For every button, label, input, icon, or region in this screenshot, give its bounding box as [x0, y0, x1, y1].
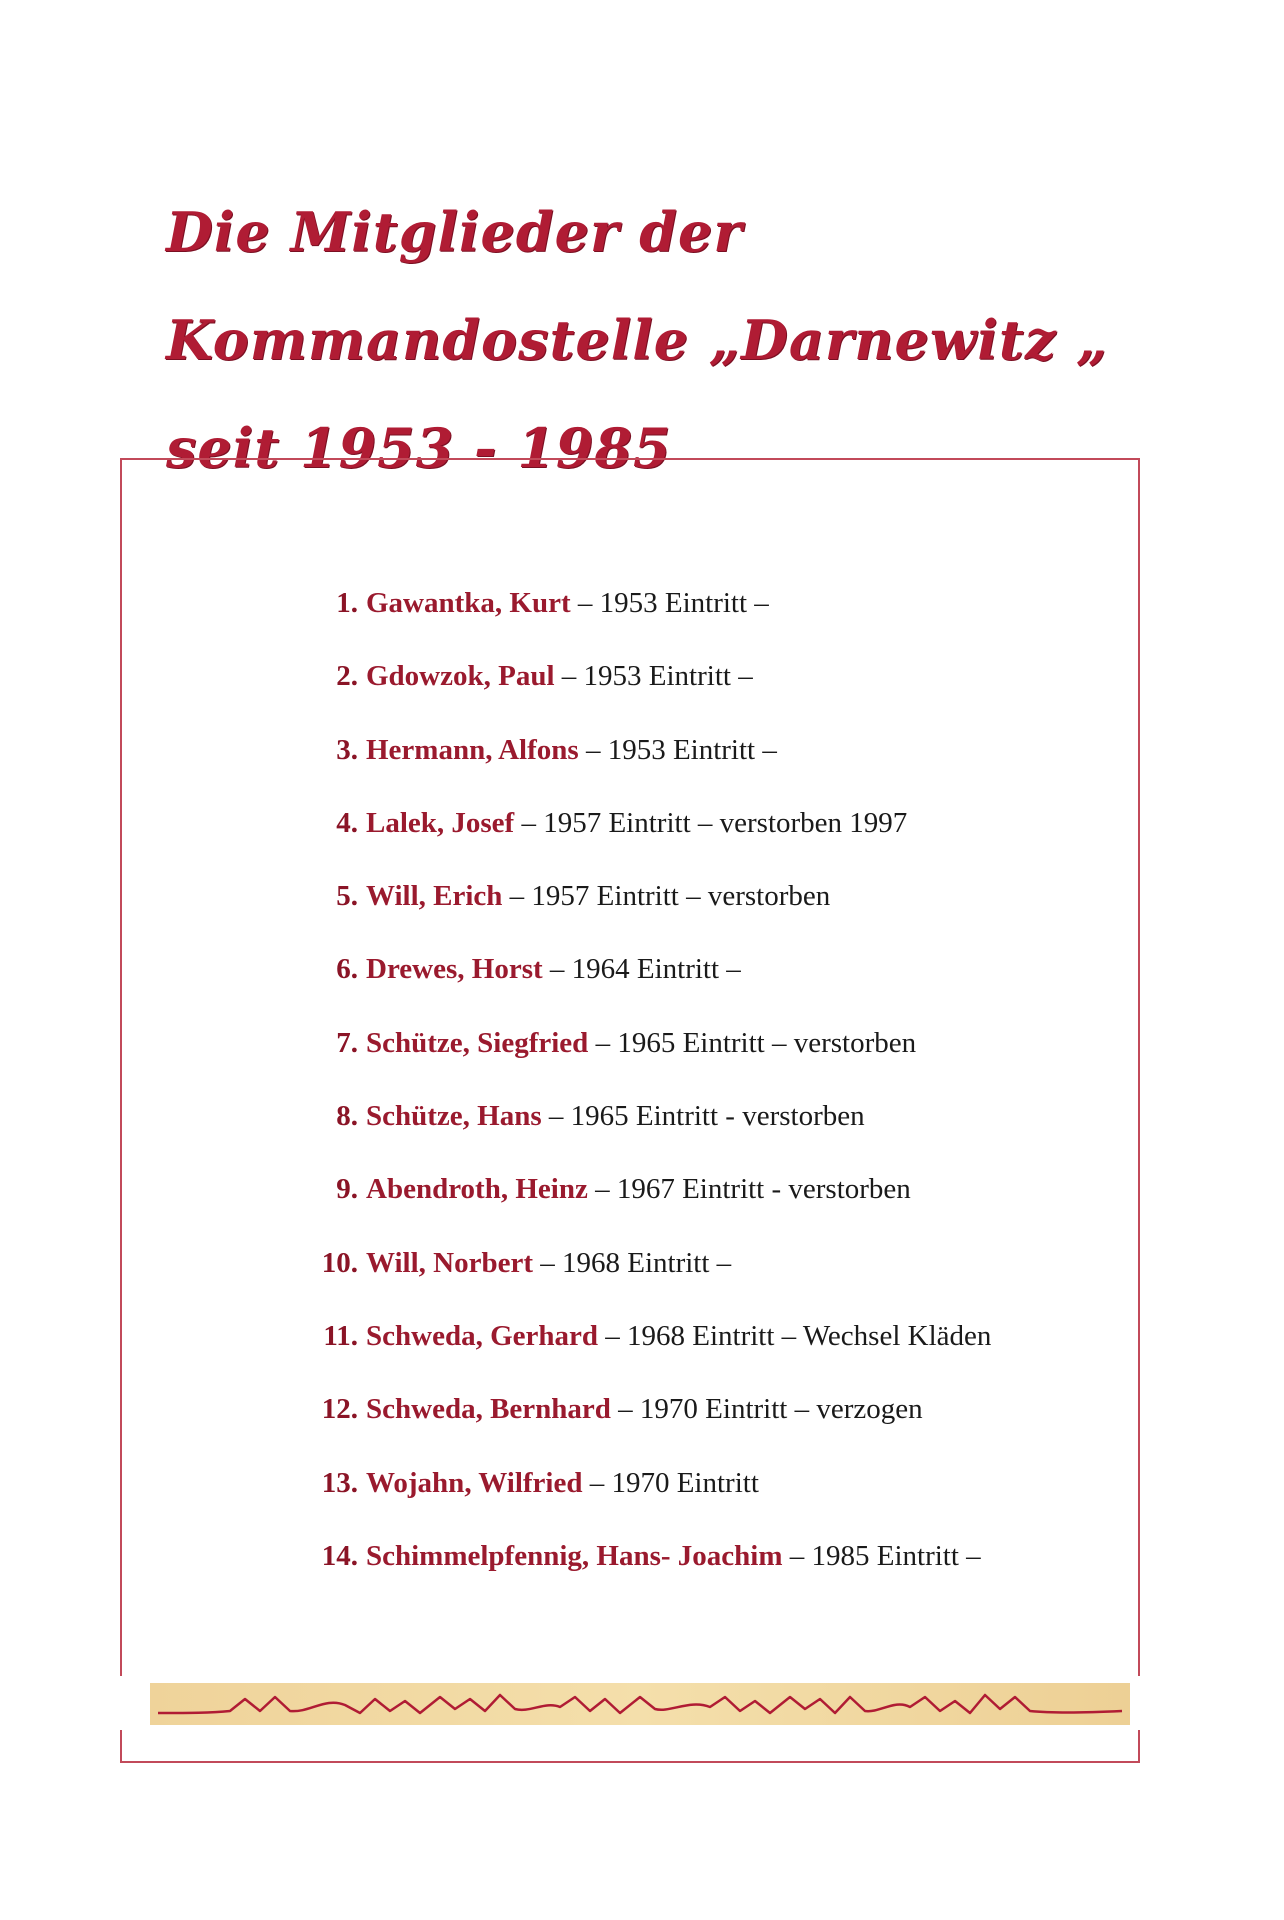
member-separator: –: [585, 733, 601, 766]
member-separator: –: [618, 1393, 633, 1426]
member-name: Schütze, Hans: [366, 1100, 542, 1133]
member-separator: –: [540, 1246, 555, 1279]
member-number: 4.: [336, 806, 358, 839]
list-item: [318, 876, 1098, 949]
title-line-3: seit 1953 - 1985: [166, 416, 672, 480]
member-number: 8.: [336, 1100, 358, 1133]
list-item: [318, 1169, 1098, 1242]
member-name: Will, Erich: [366, 880, 503, 913]
member-number: 1.: [336, 587, 358, 619]
member-info: 1968 Eintritt –: [562, 1246, 732, 1279]
ornament-icon: [150, 1683, 1130, 1725]
title-line-2: Kommandostelle „Darnewitz „: [166, 308, 1109, 372]
member-separator: –: [595, 1026, 611, 1059]
member-info: 1985 Eintritt –: [811, 1539, 981, 1572]
member-info: 1970 Eintritt: [611, 1466, 759, 1499]
list-item: [318, 1389, 1098, 1462]
list-item: [318, 1316, 1098, 1389]
list-item: [318, 1023, 1098, 1096]
list-item: [318, 803, 1098, 876]
member-number: 2.: [336, 660, 358, 693]
member-number: 12.: [321, 1393, 358, 1426]
member-info: 1965 Eintritt – verstorben: [617, 1026, 917, 1059]
member-separator: –: [577, 587, 593, 619]
member-name: Schweda, Gerhard: [366, 1319, 598, 1352]
member-number: 6.: [336, 953, 358, 986]
member-separator: –: [509, 880, 525, 913]
list-item: [318, 1243, 1098, 1316]
member-name: Gawantka, Kurt: [366, 587, 571, 619]
frame-gap-left: [110, 1676, 130, 1730]
decorative-banner: [150, 1683, 1130, 1725]
member-number: 14.: [321, 1539, 358, 1572]
member-separator: –: [561, 660, 577, 693]
member-info: 1970 Eintritt – verzogen: [639, 1393, 923, 1426]
member-name: Lalek, Josef: [366, 806, 515, 839]
member-name: Hermann, Alfons: [366, 733, 579, 766]
member-info: 1964 Eintritt –: [571, 953, 741, 986]
member-separator: –: [521, 806, 536, 839]
list-item: [318, 583, 1098, 656]
member-number: 7.: [336, 1026, 358, 1059]
member-number: 13.: [321, 1466, 358, 1499]
member-separator: –: [589, 1466, 605, 1499]
member-info: 1967 Eintritt - verstorben: [616, 1173, 911, 1206]
list-item: [318, 1463, 1098, 1536]
frame-gap-right: [1130, 1676, 1150, 1730]
member-name: Will, Norbert: [366, 1246, 533, 1279]
member-separator: –: [789, 1539, 805, 1572]
member-name: Abendroth, Heinz: [366, 1173, 588, 1206]
member-info: 1953 Eintritt –: [583, 660, 753, 693]
member-info: 1968 Eintritt – Wechsel Kläden: [627, 1319, 992, 1352]
list-item: [318, 1536, 1098, 1609]
member-number: 3.: [336, 733, 358, 766]
member-name: Schweda, Bernhard: [366, 1393, 611, 1426]
member-info: 1957 Eintritt – verstorben 1997: [543, 806, 908, 839]
list-item: [318, 949, 1098, 1022]
member-info: 1953 Eintritt –: [599, 587, 769, 619]
member-number: 5.: [336, 880, 358, 913]
member-separator: –: [605, 1319, 620, 1352]
list-item: [318, 1096, 1098, 1169]
member-list: [318, 583, 1098, 1609]
member-separator: –: [595, 1173, 610, 1206]
member-number: 10.: [321, 1246, 358, 1279]
member-name: Gdowzok, Paul: [366, 660, 555, 693]
member-info: 1953 Eintritt –: [607, 733, 777, 766]
member-name: Wojahn, Wilfried: [366, 1466, 583, 1499]
list-item: [318, 730, 1098, 803]
member-info: 1965 Eintritt - verstorben: [570, 1100, 865, 1133]
member-number: 11.: [323, 1319, 358, 1352]
member-info: 1957 Eintritt – verstorben: [531, 880, 831, 913]
member-name: Drewes, Horst: [366, 953, 543, 986]
member-name: Schimmelpfennig, Hans- Joachim: [366, 1539, 783, 1572]
member-separator: –: [549, 953, 565, 986]
member-name: Schütze, Siegfried: [366, 1026, 589, 1059]
list-item: [318, 656, 1098, 729]
title-line-1: Die Mitglieder der: [166, 200, 743, 264]
page-title: [166, 178, 1108, 502]
member-number: 9.: [336, 1173, 358, 1206]
member-separator: –: [548, 1100, 564, 1133]
